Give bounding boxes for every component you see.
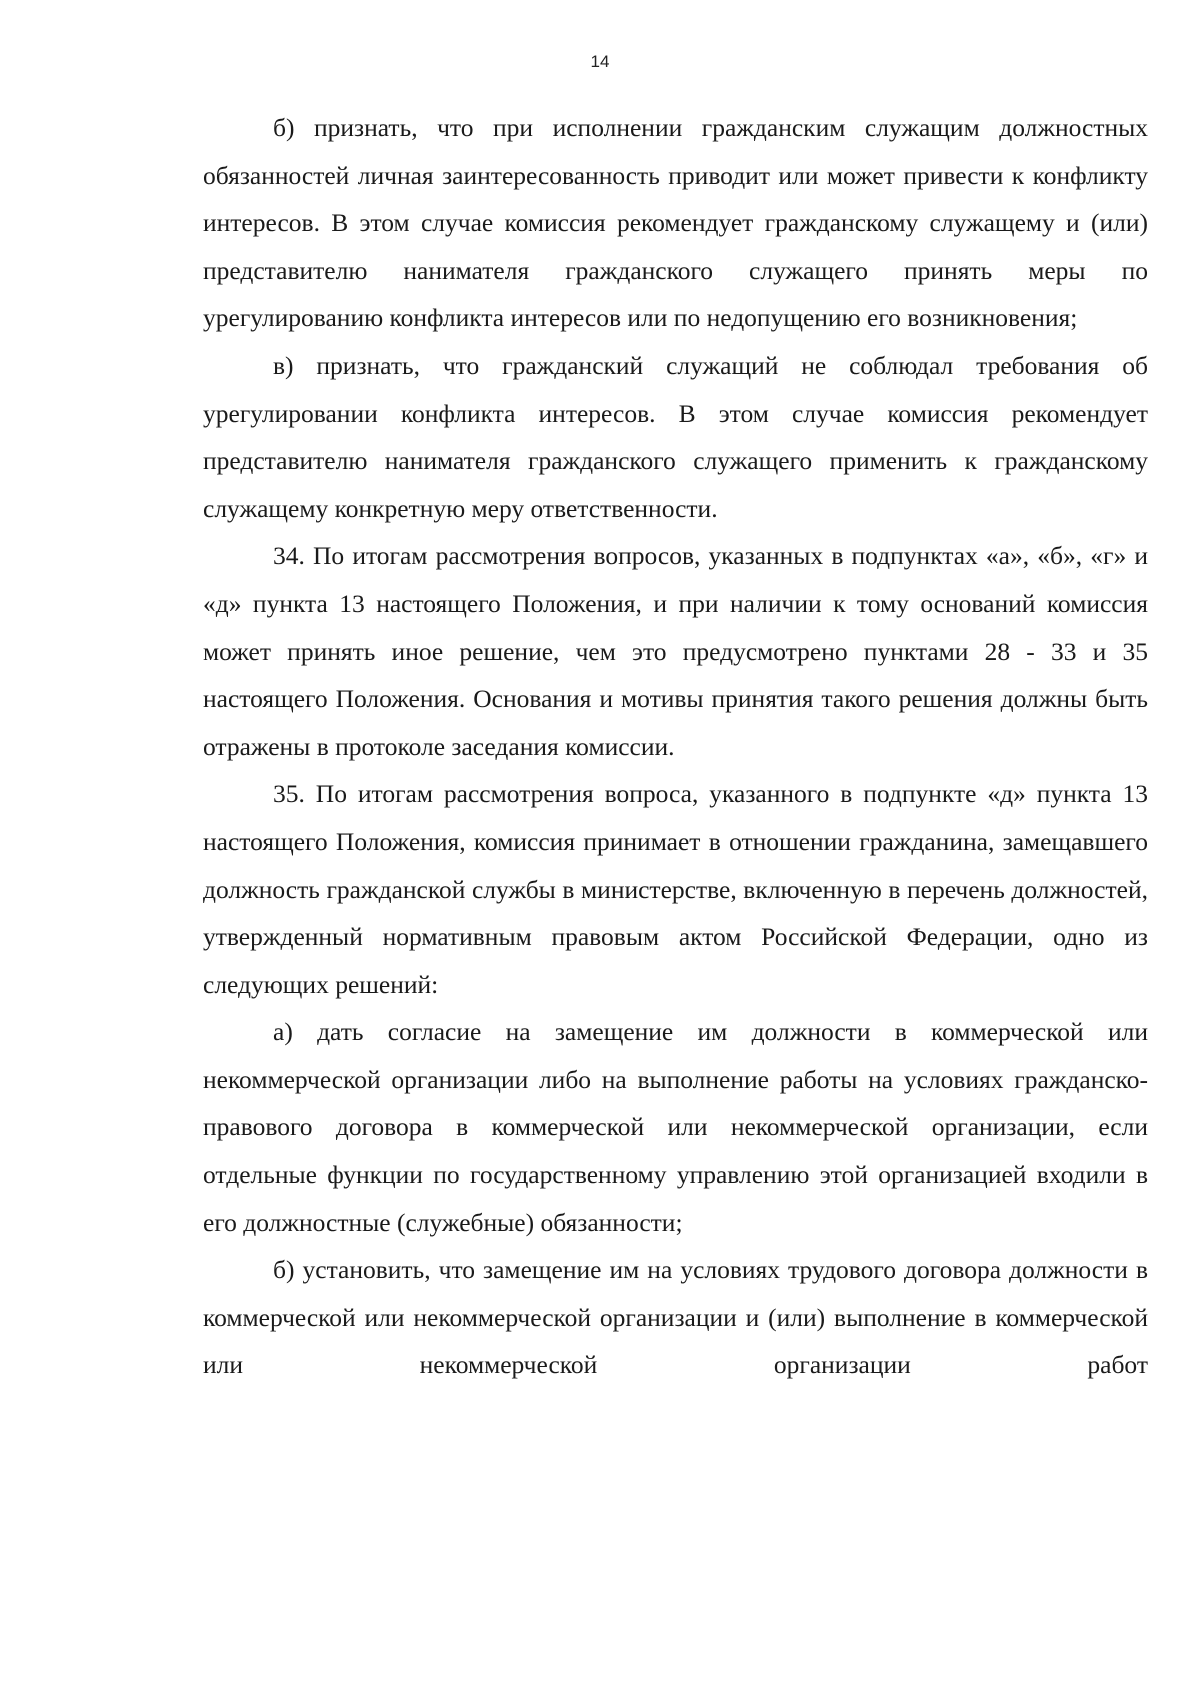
paragraph-34: 34. По итогам рассмотрения вопросов, указанных в подпунктах «а», «б», «г» и «д» пункта 13 настоящего Положения, и при наличии к тому оснований комиссия может принять иное решение, чем это предусмотрено пунктами 28 - 33 и 35 настоящего Положения. Основания и мотивы принятия такого решения должны быть отражены в протоколе заседания комиссии. (203, 541, 1148, 761)
paragraph-v-not-complied: в) признать, что гражданский служащий не соблюдал требования об урегулировании конфликта интересов. В этом случае комиссия рекомендует представителю нанимателя гражданского служащего применить к гражданскому служащему конкретную меру ответственности. (203, 350, 1148, 523)
document-body (203, 104, 1148, 1389)
paragraph-b-conflict-of-interest: б) признать, что при исполнении гражданским служащим должностных обязанностей личная заинтересованность приводит или может привести к конфликту интересов. В этом случае комиссия рекомендует гражданскому служащему и (или) представителю нанимателя гражданского служащего принять меры по урегулированию конфликта интересов или по недопущению его возникновения; (203, 113, 1148, 333)
paragraph-a-consent: а) дать согласие на замещение им должности в коммерческой или некоммерческой организации либо на выполнение работы на условиях гражданско-правового договора в коммерческой или некоммерческой организации, если отдельные функции по государственному управлению этой организацией входили в его должностные (служебные) обязанности; (203, 1017, 1148, 1237)
paragraph-35: 35. По итогам рассмотрения вопроса, указанного в подпункте «д» пункта 13 настоящего Положения, комиссия принимает в отношении гражданина, замещавшего должность гражданской службы в министерстве, включенную в перечень должностей, утвержденный нормативным правовым актом Российской Федерации, одно из следующих решений: (203, 779, 1148, 999)
page-number: 14 (590, 52, 610, 71)
paragraph-b-establish: б) установить, что замещение им на условиях трудового договора должности в коммерческой или некоммерческой организации и (или) выполнение в коммерческой или некоммерческой организации работ (203, 1255, 1148, 1380)
